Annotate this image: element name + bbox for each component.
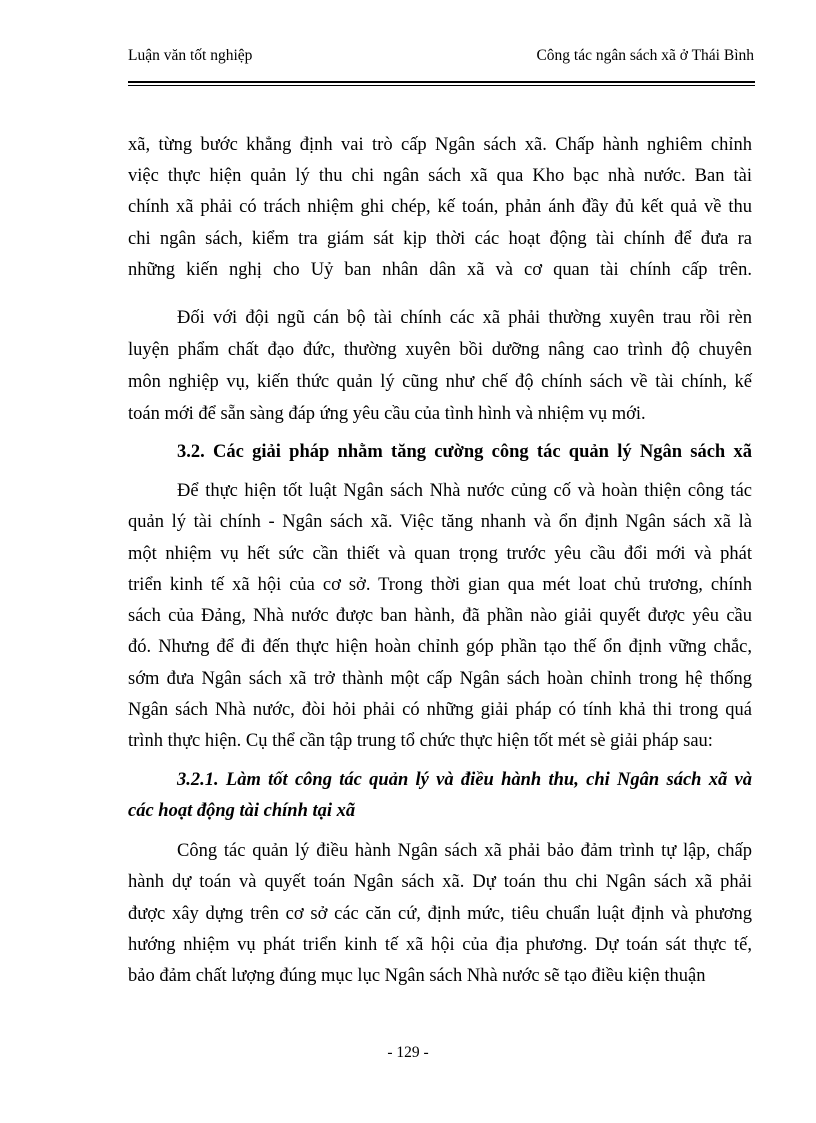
text-line: đó. Nhưng để đi đến thực hiện hoàn chỉnh góp phần tạo thế ổn định vững chắc,	[128, 637, 752, 658]
paragraph-4	[128, 836, 752, 992]
text-line: quản lý tài chính - Ngân sách xã. Việc tăng nhanh và ổn định Ngân sách xã là	[128, 512, 752, 533]
text-line: triển kinh tế xã hội của cơ sở. Trong thời gian qua mét loat chủ trương, chính	[128, 574, 752, 595]
heading-text: 3.2. Các giải pháp nhằm tăng cường công tác quản lý Ngân sách xã	[177, 442, 752, 462]
text-line: Công tác quản lý điều hành Ngân sách xã phải bảo đảm trình tự lập, chấp	[177, 841, 752, 861]
text-line: Đối với đội ngũ cán bộ tài chính các xã phải thường xuyên trau rồi rèn	[177, 308, 752, 328]
text-line: Để thực hiện tốt luật Ngân sách Nhà nước củng cố và hoàn thiện công tác	[177, 481, 752, 501]
text-line: chính xã phải có trách nhiệm ghi chép, kế toán, phản ánh đầy đủ kết quả về thu	[128, 197, 752, 218]
text-line: được xây dựng trên cơ sở các căn cứ, định mức, tiêu chuẩn luật định và phương	[128, 903, 752, 924]
section-heading-3-2	[128, 437, 752, 468]
text-line: những kiến nghị cho Uỷ ban nhân dân xã và cơ quan tài chính cấp trên.	[128, 259, 752, 280]
header-right-title: Công tác ngân sách xã ở Thái Bình	[536, 47, 754, 64]
text-line: sách của Đảng, Nhà nước được ban hành, đã phần nào giải quyết được yêu cầu	[128, 606, 752, 626]
paragraph-2	[128, 302, 752, 430]
text-line: xã, từng bước khẳng định vai trò cấp Ngân sách xã. Chấp hành nghiêm chỉnh	[128, 135, 752, 155]
text-line: hành dự toán và quyết toán Ngân sách xã. Dự toán thu chi Ngân sách xã phải	[128, 872, 752, 893]
header-left-title: Luận văn tốt nghiệp	[128, 47, 253, 64]
paragraph-1	[128, 130, 752, 286]
text-line: môn nghiệp vụ, kiến thức quản lý cũng như chế độ chính sách về tài chính, kế	[128, 372, 752, 392]
text-line: bảo đảm chất lượng đúng mục lục Ngân sách Nhà nước sẽ tạo điều kiện thuận	[128, 966, 706, 987]
text-line: Ngân sách Nhà nước, đòi hỏi phải có những giải pháp có tính khả thi trong quá	[128, 699, 752, 720]
text-line: một nhiệm vụ hết sức cần thiết và quan trọng trước yêu cầu đổi mới và phát	[128, 543, 752, 564]
paragraph-3	[128, 476, 752, 757]
section-heading-3-2-1	[128, 765, 752, 827]
page-number: - 129 -	[387, 1044, 429, 1061]
heading-text: 3.2.1. Làm tốt công tác quản lý và điều hành thu, chi Ngân sách xã và	[177, 770, 752, 790]
header-rule	[128, 81, 755, 86]
text-line: sớm đưa Ngân sách xã trở thành một cấp Ngân sách hoàn chỉnh trong hệ thống	[128, 668, 752, 689]
text-line: luyện phẩm chất đạo đức, thường xuyên bồi dưỡng nâng cao trình độ chuyên	[128, 340, 752, 360]
text-line: chi ngân sách, kiểm tra giám sát kịp thời các hoạt động tài chính để đưa ra	[128, 228, 752, 249]
text-line: hướng nhiệm vụ phát triển kinh tế xã hội của địa phương. Dự toán sát thực tế,	[128, 934, 752, 955]
text-line: trình thực hiện. Cụ thể cần tập trung tổ chức thực hiện tốt mét sè giải pháp sau:	[128, 731, 713, 751]
heading-text: các hoạt động tài chính tại xã	[128, 801, 356, 822]
text-line: việc thực hiện quản lý thu chi ngân sách xã qua Kho bạc nhà nước. Ban tài	[128, 166, 752, 187]
text-line: toán mới để sẵn sàng đáp ứng yêu cầu của tình hình và nhiệm vụ mới.	[128, 404, 646, 424]
